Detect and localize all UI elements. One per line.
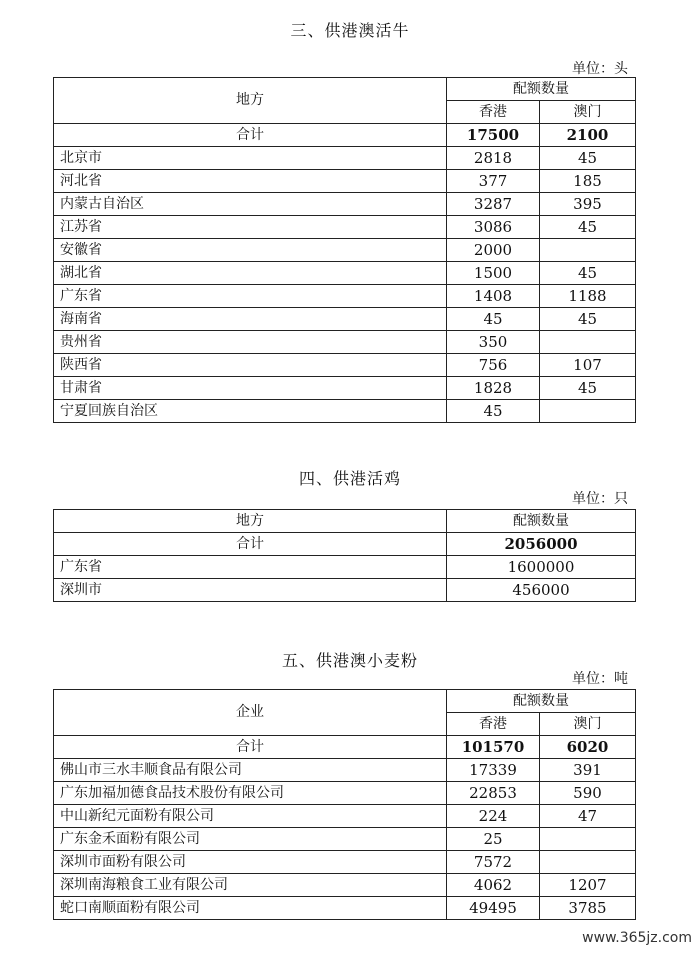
table-row	[54, 377, 636, 400]
row-name: 甘肃省	[54, 377, 447, 400]
row-name: 宁夏回族自治区	[54, 400, 447, 423]
row-hk: 22853	[447, 782, 540, 805]
mo-header: 澳门	[540, 101, 636, 124]
row-name: 安徽省	[54, 239, 447, 262]
table-row	[54, 331, 636, 354]
table-row	[54, 262, 636, 285]
total-row	[54, 736, 636, 759]
flour-section-title: 五、供港澳小麦粉	[281, 651, 418, 670]
total-row	[54, 124, 636, 147]
total-label: 合计	[54, 533, 447, 556]
hk-header: 香港	[447, 713, 540, 736]
row-mo	[540, 400, 636, 423]
row-hk: 17339	[447, 759, 540, 782]
row-hk: 1828	[447, 377, 540, 400]
row-mo	[540, 331, 636, 354]
table-row	[54, 579, 636, 602]
row-mo: 395	[540, 193, 636, 216]
row-hk: 45	[447, 308, 540, 331]
total-mo: 2100	[540, 124, 636, 147]
row-mo: 1207	[540, 874, 636, 897]
row-name: 海南省	[54, 308, 447, 331]
mo-header: 澳门	[540, 713, 636, 736]
table-row	[54, 285, 636, 308]
quota-header: 配额数量	[447, 690, 636, 713]
row-name: 蛇口南顺面粉有限公司	[54, 897, 447, 920]
total-hk: 101570	[447, 736, 540, 759]
row-hk: 377	[447, 170, 540, 193]
row-hk: 45	[447, 400, 540, 423]
row-mo: 590	[540, 782, 636, 805]
row-mo	[540, 239, 636, 262]
table-row	[54, 897, 636, 920]
row-hk: 3287	[447, 193, 540, 216]
row-mo: 185	[540, 170, 636, 193]
row-name: 广东省	[54, 556, 447, 579]
row-name: 深圳市面粉有限公司	[54, 851, 447, 874]
row-name: 湖北省	[54, 262, 447, 285]
company-header: 企业	[54, 690, 447, 736]
table-row	[54, 805, 636, 828]
cattle-table	[53, 77, 636, 423]
row-hk: 49495	[447, 897, 540, 920]
chicken-unit: 单位：只	[572, 491, 628, 507]
row-value: 456000	[447, 579, 636, 602]
region-header: 地方	[54, 510, 447, 533]
table-row	[54, 828, 636, 851]
table-row	[54, 216, 636, 239]
region-header: 地方	[54, 78, 447, 124]
table-row	[54, 874, 636, 897]
row-hk: 1408	[447, 285, 540, 308]
table-row	[54, 556, 636, 579]
row-hk: 224	[447, 805, 540, 828]
row-mo: 107	[540, 354, 636, 377]
row-mo	[540, 828, 636, 851]
row-name: 广东金禾面粉有限公司	[54, 828, 447, 851]
row-name: 佛山市三水丰顺食品有限公司	[54, 759, 447, 782]
row-name: 中山新纪元面粉有限公司	[54, 805, 447, 828]
row-name: 内蒙古自治区	[54, 193, 447, 216]
row-hk: 25	[447, 828, 540, 851]
table-row	[54, 851, 636, 874]
row-hk: 7572	[447, 851, 540, 874]
row-mo: 45	[540, 308, 636, 331]
row-mo: 45	[540, 262, 636, 285]
chicken-table	[53, 509, 636, 602]
table-row	[54, 170, 636, 193]
row-mo	[540, 851, 636, 874]
row-mo: 3785	[540, 897, 636, 920]
quota-header: 配额数量	[447, 510, 636, 533]
quota-header: 配额数量	[447, 78, 636, 101]
row-name: 深圳市	[54, 579, 447, 602]
flour-unit: 单位：吨	[572, 671, 628, 687]
hk-header: 香港	[447, 101, 540, 124]
total-label: 合计	[54, 736, 447, 759]
row-name: 陕西省	[54, 354, 447, 377]
row-hk: 1500	[447, 262, 540, 285]
row-mo: 391	[540, 759, 636, 782]
row-hk: 756	[447, 354, 540, 377]
row-hk: 350	[447, 331, 540, 354]
cattle-unit: 单位：头	[572, 61, 628, 77]
row-mo: 45	[540, 377, 636, 400]
row-value: 1600000	[447, 556, 636, 579]
row-name: 北京市	[54, 147, 447, 170]
row-name: 广东加福加德食品技术股份有限公司	[54, 782, 447, 805]
flour-table	[53, 689, 636, 920]
total-value: 2056000	[447, 533, 636, 556]
row-mo: 1188	[540, 285, 636, 308]
table-row	[54, 308, 636, 331]
row-name: 江苏省	[54, 216, 447, 239]
total-mo: 6020	[540, 736, 636, 759]
row-mo: 45	[540, 147, 636, 170]
row-mo: 45	[540, 216, 636, 239]
row-name: 深圳南海粮食工业有限公司	[54, 874, 447, 897]
watermark: www.365jz.com	[582, 930, 692, 946]
table-row	[54, 354, 636, 377]
total-row	[54, 533, 636, 556]
table-row	[54, 193, 636, 216]
table-row	[54, 239, 636, 262]
table-row	[54, 147, 636, 170]
total-label: 合计	[54, 124, 447, 147]
row-mo: 47	[540, 805, 636, 828]
row-name: 贵州省	[54, 331, 447, 354]
row-hk: 3086	[447, 216, 540, 239]
table-row	[54, 782, 636, 805]
row-hk: 2818	[447, 147, 540, 170]
total-hk: 17500	[447, 124, 540, 147]
cattle-section-title: 三、供港澳活牛	[290, 21, 410, 40]
row-name: 广东省	[54, 285, 447, 308]
row-name: 河北省	[54, 170, 447, 193]
chicken-section-title: 四、供港活鸡	[298, 469, 401, 488]
row-hk: 2000	[447, 239, 540, 262]
table-row	[54, 400, 636, 423]
row-hk: 4062	[447, 874, 540, 897]
table-row	[54, 759, 636, 782]
